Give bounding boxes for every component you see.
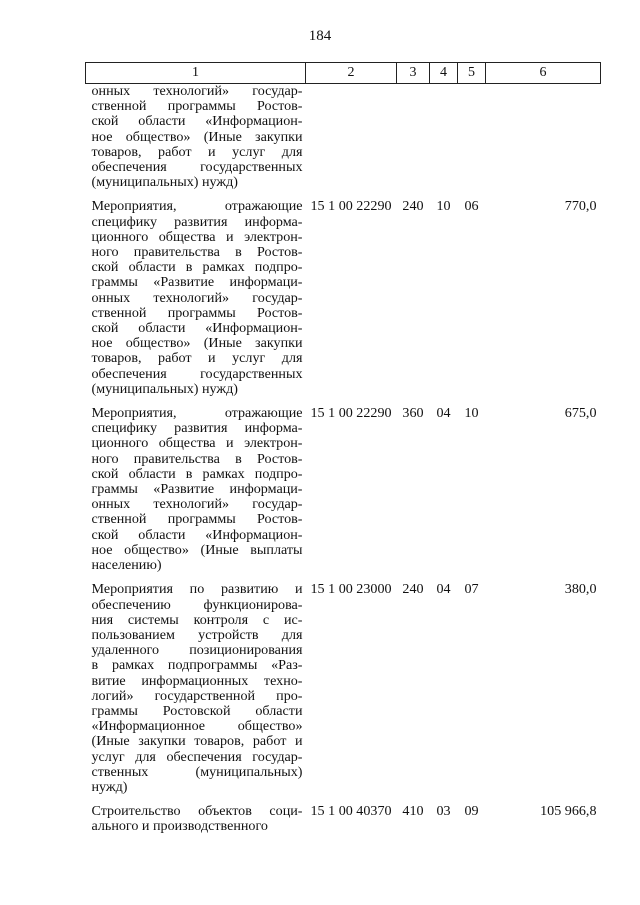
column-header: 3 — [397, 63, 430, 84]
description-line: граммы Ростовской области — [91, 702, 303, 719]
amount-value: 380,0 — [564, 581, 597, 598]
table-row — [86, 199, 601, 397]
description-line: ской области в рамках подпро- — [91, 465, 303, 482]
table-body — [86, 84, 601, 835]
section-code — [430, 84, 458, 191]
table-row — [86, 804, 601, 834]
expense-type — [397, 84, 430, 191]
expense-type: 240 — [402, 198, 424, 215]
description-line: обеспечения государственных — [91, 159, 303, 176]
description-line: удаленного позиционирования — [91, 642, 303, 659]
budget-code: 15 1 00 40370 — [310, 803, 392, 820]
description-line: ственной программы Ростов- — [91, 511, 303, 528]
budget-code: 15 1 00 22290 — [310, 405, 392, 422]
description-line: населению) — [91, 557, 162, 574]
description-line: ционного общества и электрон- — [91, 435, 303, 452]
section-code: 04 — [436, 581, 451, 598]
row-description — [86, 199, 306, 397]
description-line: онных технологий» государ- — [91, 83, 303, 99]
description-line: обеспечения государственных — [91, 365, 303, 382]
description-line: «Информационное общество» — [91, 718, 303, 735]
description-line: специфику развития информа- — [91, 420, 303, 437]
description-line: в рамках подпрограммы «Раз- — [91, 657, 303, 674]
table-row — [86, 582, 601, 795]
description-line: нужд) — [91, 778, 128, 795]
description-line: онных технологий» государ- — [91, 289, 303, 306]
description-line: (муниципальных) нужд) — [91, 174, 238, 191]
subsection-code: 10 — [464, 405, 479, 422]
description-line: Мероприятия, отражающие — [91, 405, 303, 422]
column-header: 2 — [306, 63, 397, 84]
description-line: специфику развития информа- — [91, 213, 303, 230]
description-line: ного правительства в Ростов- — [91, 450, 303, 467]
subsection-code: 07 — [464, 581, 479, 598]
description-line: услуг для обеспечения государ- — [91, 748, 303, 765]
section-code: 04 — [436, 405, 451, 422]
description-line: Мероприятия, отражающие — [91, 198, 303, 215]
description-line: онных технологий» государ- — [91, 496, 303, 513]
description-line: ния системы контроля с ис- — [91, 611, 303, 628]
description-line: ственных (муниципальных) — [91, 763, 303, 780]
column-header: 4 — [430, 63, 458, 84]
description-line: пользованием устройств для — [91, 626, 303, 643]
budget-code — [306, 84, 397, 191]
description-line: (муниципальных) нужд) — [91, 380, 238, 397]
row-description — [86, 582, 306, 795]
table-row — [86, 84, 601, 191]
amount-value: 105 966,8 — [540, 803, 597, 820]
description-line: ской области «Информацион- — [91, 526, 303, 543]
column-header: 1 — [86, 63, 306, 84]
subsection-code — [458, 84, 486, 191]
description-line: товаров, работ и услуг для — [91, 350, 303, 367]
description-line: ное общество» (Иные выплаты — [91, 541, 303, 558]
description-line: обеспечению функционирова- — [91, 596, 303, 613]
description-line: витие информационных техно- — [91, 672, 303, 689]
expense-type: 360 — [402, 405, 424, 422]
table-row — [86, 406, 601, 573]
row-description — [86, 84, 306, 191]
column-header: 6 — [486, 63, 601, 84]
description-line: ное общество» (Иные закупки — [91, 335, 303, 352]
description-line: ственной программы Ростов- — [91, 304, 303, 321]
amount-value: 675,0 — [564, 405, 597, 422]
description-line: Строительство объектов соци- — [91, 803, 303, 820]
description-line: ской области «Информацион- — [91, 113, 303, 130]
description-line: граммы «Развитие информаци- — [91, 274, 303, 291]
description-line: ального и производственного — [91, 818, 268, 835]
amount-value — [486, 84, 601, 191]
page-number: 184 — [308, 28, 332, 44]
amount-value: 770,0 — [564, 198, 597, 215]
subsection-code: 06 — [464, 198, 479, 215]
description-line: ционного общества и электрон- — [91, 228, 303, 245]
subsection-code: 09 — [464, 803, 479, 820]
description-line: товаров, работ и услуг для — [91, 143, 303, 160]
budget-table — [85, 62, 601, 835]
description-line: (Иные закупки товаров, работ и — [91, 733, 303, 750]
description-line: ской области «Информацион- — [91, 320, 303, 337]
column-header-row — [86, 63, 601, 84]
description-line: Мероприятия по развитию и — [91, 581, 303, 598]
expense-type: 240 — [402, 581, 424, 598]
budget-code: 15 1 00 22290 — [310, 198, 392, 215]
row-description — [86, 406, 306, 573]
description-line: логий» государственной про- — [91, 687, 303, 704]
description-line: ской области в рамках подпро- — [91, 259, 303, 276]
description-line: граммы «Развитие информаци- — [91, 481, 303, 498]
column-header: 5 — [458, 63, 486, 84]
section-code: 03 — [436, 803, 451, 820]
description-line: ное общество» (Иные закупки — [91, 128, 303, 145]
expense-type: 410 — [402, 803, 424, 820]
row-description — [86, 804, 306, 834]
description-line: ственной программы Ростов- — [91, 98, 303, 115]
section-code: 10 — [436, 198, 451, 215]
description-line: ного правительства в Ростов- — [91, 244, 303, 261]
budget-code: 15 1 00 23000 — [310, 581, 392, 598]
